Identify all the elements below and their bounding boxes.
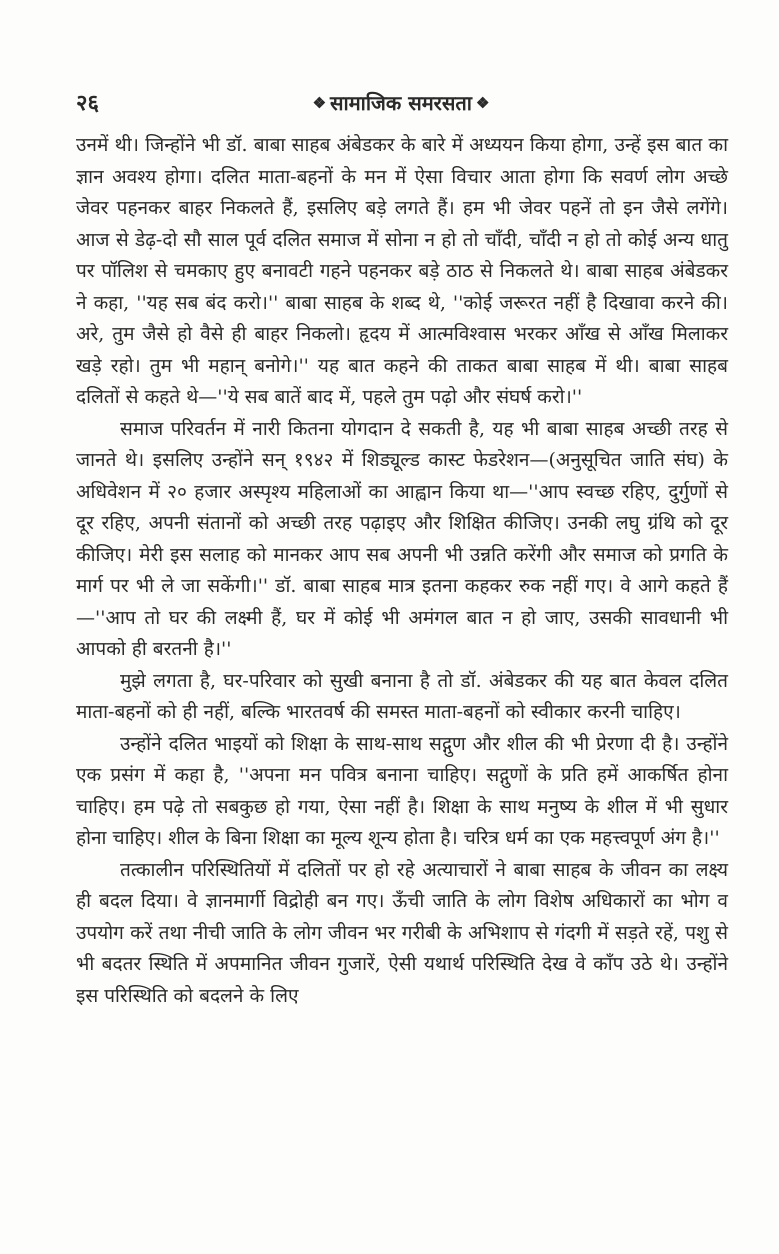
paragraph-5: तत्कालीन परिस्थितियों में दलितों पर हो रहे अत्याचारों ने बाबा साहब के जीवन का लक्ष्य ही बदल दिया। वे ज्ञानमार्गी विद्रोही बन गए। ऊँची जाति के लोग विशेष अधिकारों का भोग व उपयोग करें तथा नीची जाति के लोग जीवन भर गरीबी के अभिशाप से गंदगी में सड़ते रहें, पशु से भी बदतर स्थिति में अपमानित जीवन गुजारें, ऐसी यथार्थ परिस्थिति देख वे काँप उठे थे। उन्होंने इस परिस्थिति को बदलने के लिए bbox=[76, 858, 728, 1007]
paragraph-1: उनमें थी। जिन्होंने भी डॉ. बाबा साहब अंबेडकर के बारे में अध्ययन किया होगा, उन्हें इस बात का ज्ञान अवश्य होगा। दलित माता-बहनों के मन में ऐसा विचार आता होगा कि सवर्ण लोग अच्छे जेवर पहनकर बाहर निकलते हैं, इसलिए बड़े लगते हैं। हम भी जेवर पहनें तो इन जैसे लगेंगे। आज से डेढ़-दो सौ साल पूर्व दलित समाज में सोना न हो तो चाँदी, चाँदी न हो तो कोई अन्य धातु पर पॉलिश से चमकाए हुए बनावटी गहने पहनकर बड़े ठाठ से निकलते थे। बाबा साहब अंबेडकर ने कहा, ''यह सब बंद करो।'' बाबा साहब के शब्द थे, ''कोई जरूरत नहीं है दिखावा करने की। अरे, तुम जैसे हो वैसे ही बाहर निकलो। हृदय में आत्मविश्वास भरकर आँख से आँख मिलाकर खड़े रहो। तुम भी महान् बनोगे।'' यह बात कहने की ताकत बाबा साहब में थी। बाबा साहब दलितों से कहते थे—''ये सब बातें बाद में, पहले तुम पढ़ो और संघर्ष करो।'' bbox=[76, 134, 728, 408]
page-number: २६ bbox=[76, 90, 99, 116]
running-title: सामाजिक समरसता bbox=[330, 91, 472, 115]
running-title-wrap bbox=[76, 88, 726, 118]
paragraph-4: उन्होंने दलित भाइयों को शिक्षा के साथ-साथ सद्गुण और शील की भी प्रेरणा दी है। उन्होंने एक प्रसंग में कहा है, ''अपना मन पवित्र बनाना चाहिए। सद्गुणों के प्रति हमें आकर्षित होना चाहिए। हम पढ़े तो सबकुछ हो गया, ऐसा नहीं है। शिक्षा के साथ मनुष्य के शील में भी सुधार होना चाहिए। शील के बिना शिक्षा का मूल्य शून्य होता है। चरित्र धर्म का एक महत्त्वपूर्ण अंग है।'' bbox=[76, 732, 728, 849]
paragraph-3: मुझे लगता है, घर-परिवार को सुखी बनाना है तो डॉ. अंबेडकर की यह बात केवल दलित माता-बहनों को ही नहीं, बल्कि भारतवर्ष की समस्त माता-बहनों को स्वीकार करनी चाहिए। bbox=[76, 669, 728, 723]
ornament-left-icon: ❖ bbox=[312, 94, 327, 112]
body-text bbox=[76, 130, 728, 1012]
ornament-right-icon: ❖ bbox=[475, 94, 490, 112]
page-header bbox=[76, 88, 726, 118]
paragraph-2: समाज परिवर्तन में नारी कितना योगदान दे सकती है, यह भी बाबा साहब अच्छी तरह से जानते थे। इसलिए उन्होंने सन् १९४२ में शिड्यूल्ड कास्ट फेडरेशन—(अनुसूचित जाति संघ) के अधिवेशन में २० हजार अस्पृश्य महिलाओं का आह्वान किया था—''आप स्वच्छ रहिए, दुर्गुणों से दूर रहिए, अपनी संतानों को अच्छी तरह पढ़ाइए और शिक्षित कीजिए। उनकी लघु ग्रंथि को दूर कीजिए। मेरी इस सलाह को मानकर आप सब अपनी भी उन्नति करेंगी और समाज को प्रगति के मार्ग पर भी ले जा सकेंगी।'' डॉ. बाबा साहब मात्र इतना कहकर रुक नहीं गए। वे आगे कहते हैं—''आप तो घर की लक्ष्मी हैं, घर में कोई भी अमंगल बात न हो जाए, उसकी सावधानी भी आपको ही बरतनी है।'' bbox=[76, 417, 728, 660]
